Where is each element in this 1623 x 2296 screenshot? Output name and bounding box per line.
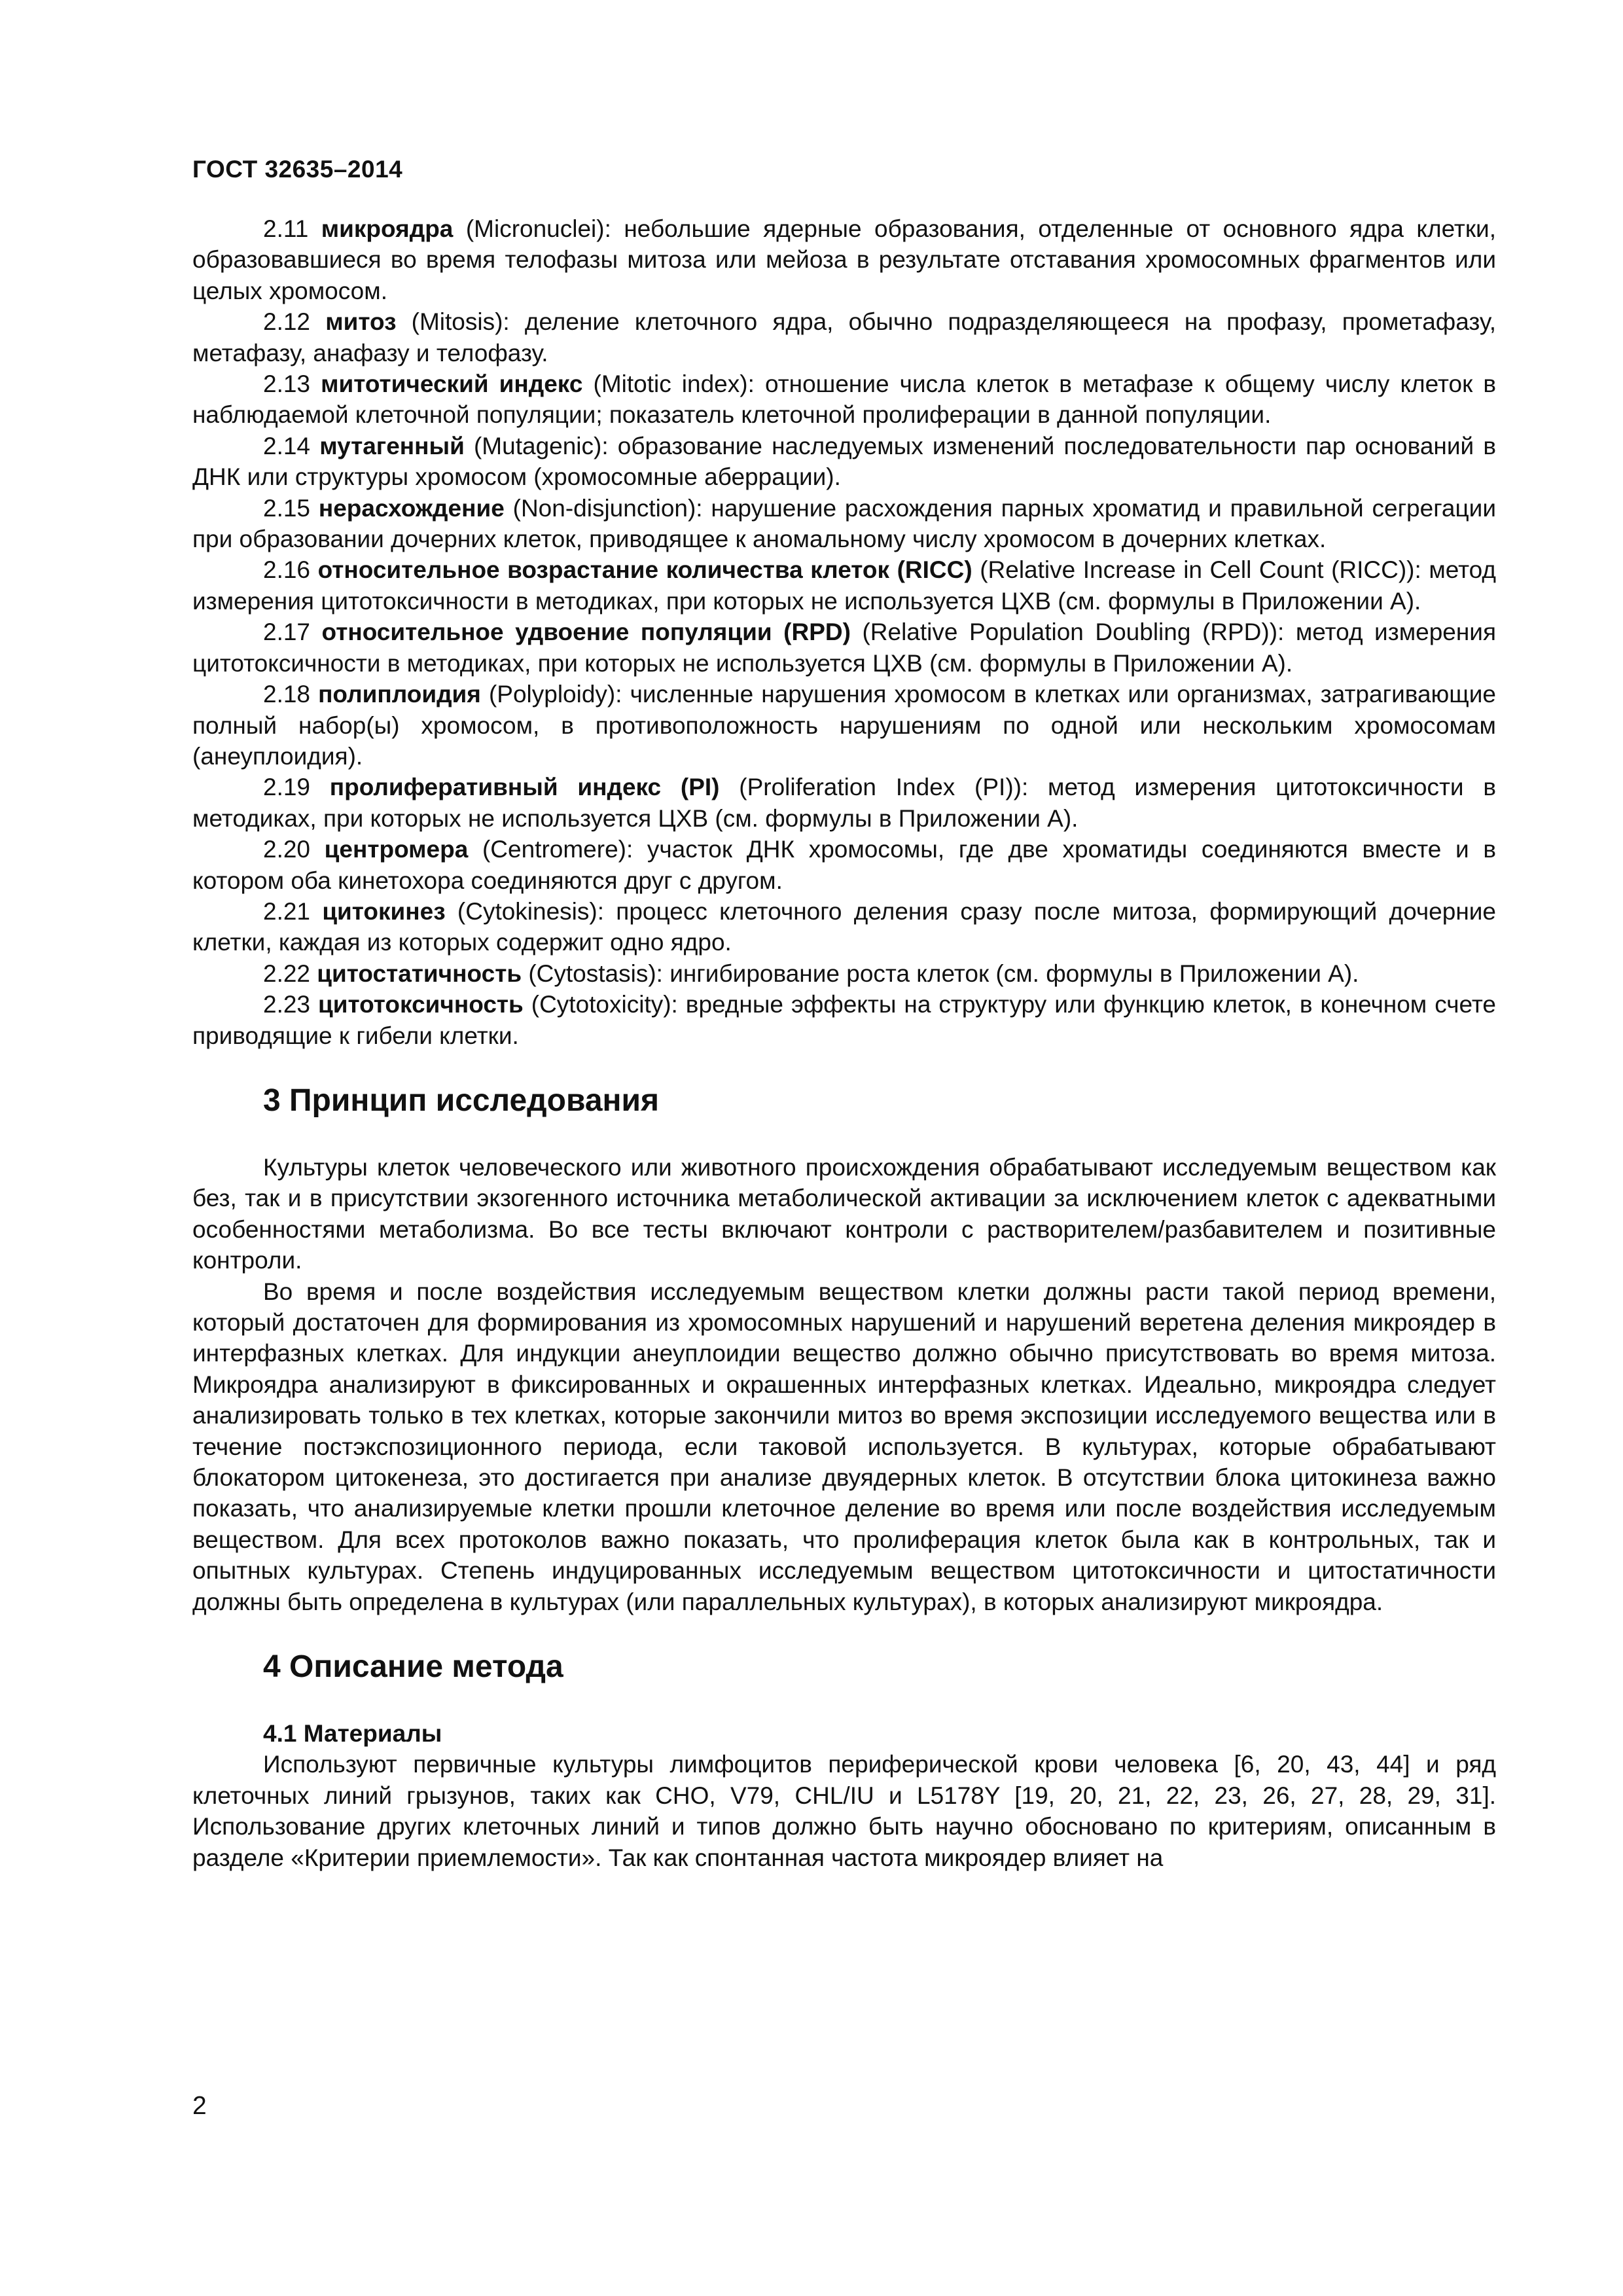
definition-term: цитокинез xyxy=(322,897,446,925)
definition-text: (Mutagenic): образование наследуемых изменений последовательности пар оснований в ДНК или структуры хромосом (хромосомные аберрации). xyxy=(192,432,1496,491)
definition-term: пролиферативный индекс (PI) xyxy=(329,774,720,801)
definition-number: 2.23 xyxy=(263,991,311,1018)
definition-item xyxy=(192,896,1496,958)
definition-text: (Relative Increase in Cell Count (RICC)): метод измерения цитотоксичности в методиках, при которых не используется ЦХВ (см. формулы в Приложении А). xyxy=(192,556,1497,615)
definition-number: 2.16 xyxy=(263,556,311,584)
definition-text: (Centromere): участок ДНК хромосомы, где две хроматиды соединяются вместе и в котором оба кинетохора соединяются друг с другом. xyxy=(192,836,1496,894)
section-3-paragraph: Во время и после воздействия исследуемым веществом клетки должны расти такой период времени, который достаточен для формирования из хромосомных нарушений и нарушений веретена деления микроядер в интерфазных клетках. Для индукции анеуплоидии вещество должно обычно присутствовать во время митоза. Микроядра анализируют в фиксированных и окрашенных интерфазных клетках. Идеально, микроядра следует анализировать только в тех клетках, которые закончили митоз во время экспозиции исследуемого вещества или в течение постэкспозиционного периода, если таковой используется. В культурах, которые обрабатывают блокатором цитокенеза, это достигается при анализе двуядерных клеток. В отсутствии блока цитокинеза важно показать, что анализируемые клетки прошли клеточное деление во время или после воздействия исследуемым веществом. Для всех протоколов важно показать, что пролиферация клеток была как в контрольных, так и опытных культурах. Степень индуцированных исследуемым веществом цитотоксичности и цитостатичности должны быть определена в культурах (или параллельных культурах), в которых анализируют микроядра. xyxy=(192,1278,1496,1615)
definition-item xyxy=(192,989,1496,1051)
definition-number: 2.15 xyxy=(263,494,311,522)
definition-term: нерасхождение xyxy=(318,494,505,522)
definitions-list xyxy=(192,213,1496,1051)
definition-number: 2.22 xyxy=(263,960,311,987)
document-body xyxy=(192,213,1496,1873)
section-4-heading: 4 Описание метода xyxy=(263,1649,563,1685)
definition-term: митотический индекс xyxy=(321,370,583,398)
subsection-4-1-heading: 4.1 Материалы xyxy=(263,1720,442,1748)
definition-number: 2.11 xyxy=(263,215,309,242)
definition-number: 2.13 xyxy=(263,370,311,398)
definition-text: (Mitosis): деление клеточного ядра, обычно подразделяющееся на профазу, прометафазу, метафазу, анафазу и телофазу. xyxy=(192,308,1497,367)
definition-term: цитотоксичность xyxy=(318,991,524,1018)
definition-text: (Cytotoxicity): вредные эффекты на структуру или функцию клеток, в конечном счете приводящие к гибели клетки. xyxy=(192,991,1497,1049)
definition-number: 2.14 xyxy=(263,432,311,459)
definition-number: 2.19 xyxy=(263,774,311,801)
definition-text: (Relative Population Doubling (RPD)): метод измерения цитотоксичности в методиках, при которых не используется ЦХВ (см. формулы в Приложении А). xyxy=(192,619,1496,677)
definition-text: (Cytostasis): ингибирование роста клеток (см. формулы в Приложении А). xyxy=(522,960,1359,987)
definition-term: митоз xyxy=(325,308,397,336)
section-3-paragraph: Культуры клеток человеческого или животного происхождения обрабатывают исследуемым веществом как без, так и в присутствии экзогенного источника метаболической активации за исключением клеток с адекватными особенностями метаболизма. Во все тесты включают контроли с растворителем/разбавителем и позитивные контроли. xyxy=(192,1153,1496,1274)
definition-text: (Proliferation Index (PI)): метод измерения цитотоксичности в методиках, при которых не используется ЦХВ (см. формулы в Приложении А). xyxy=(192,774,1496,832)
section-4-1-paragraph: Используют первичные культуры лимфоцитов периферической крови человека [6, 20, 43, 44] и ряд клеточных линий грызунов, таких как CHO, V79, CHL/IU и L5178Y [19, 20, 21, 22, 23, 26, 27, 28, 29, 31]. Использование других клеточных линий и типов должно быть научно обосновано по критериям, описанным в разделе «Критерии приемлемости». Так как спонтанная частота микроядер влияет на xyxy=(192,1751,1496,1871)
definition-item xyxy=(192,493,1496,555)
definition-term: микроядра xyxy=(321,215,454,242)
definition-term: полиплоидия xyxy=(318,681,481,708)
definition-text: (Cytokinesis): процесс клеточного деления сразу после митоза, формирующий дочерние клетки, каждая из которых содержит одно ядро. xyxy=(192,897,1496,956)
definition-item xyxy=(192,368,1496,431)
document-header: ГОСТ 32635–2014 xyxy=(192,156,403,183)
definition-number: 2.20 xyxy=(263,836,311,863)
definition-term: центромера xyxy=(324,836,469,863)
definition-item xyxy=(192,213,1496,306)
definition-number: 2.17 xyxy=(263,619,311,646)
definition-number: 2.12 xyxy=(263,308,311,336)
definition-term: относительное возрастание количества клеток (RICC) xyxy=(317,556,972,584)
definition-item xyxy=(192,834,1496,896)
definition-text: (Mitotic index): отношение числа клеток в метафазе к общему числу клеток в наблюдаемой клеточной популяции; показатель клеточной пролиферации в данной популяции. xyxy=(192,370,1497,429)
definition-item xyxy=(192,617,1496,679)
definition-number: 2.21 xyxy=(263,897,311,925)
definition-text: (Micronuclei): небольшие ядерные образования, отделенные от основного ядра клетки, образовавшиеся во время телофазы митоза или мейоза в результате отставания хромосомных фрагментов или целых хромосом. xyxy=(192,215,1497,304)
definition-item xyxy=(192,554,1496,617)
section-3-heading: 3 Принцип исследования xyxy=(263,1083,660,1118)
definition-item xyxy=(192,772,1496,834)
definition-term: мутагенный xyxy=(319,432,465,459)
definition-text: (Polyploidy): численные нарушения хромосом в клетках или организмах, затрагивающие полный набор(ы) хромосом, в противоположность нарушениям по одной или нескольким хромосомам (анеуплоидия). xyxy=(192,681,1496,770)
definition-item xyxy=(192,679,1496,772)
definition-item xyxy=(192,958,1496,989)
definition-text: (Non-disjunction): нарушение расхождения парных хроматид и правильной сегрегации при образовании дочерних клеток, приводящее к аномальному числу хромосом в дочерних клетках. xyxy=(192,494,1497,553)
definition-term: цитостатичность xyxy=(317,960,522,987)
definition-term: относительное удвоение популяции (RPD) xyxy=(321,619,851,646)
page-number: 2 xyxy=(192,2092,207,2120)
definition-number: 2.18 xyxy=(263,681,311,708)
definition-item xyxy=(192,306,1496,368)
definition-item xyxy=(192,431,1496,493)
